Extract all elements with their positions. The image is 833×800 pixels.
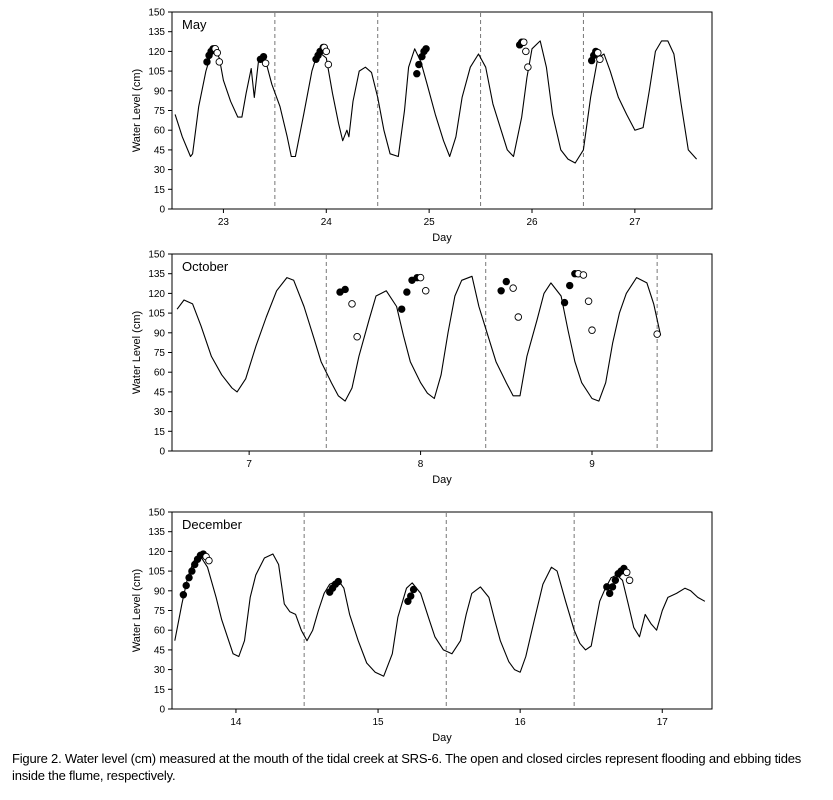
x-tick-label: 7 — [246, 459, 252, 470]
flooding-tide-marker — [349, 301, 356, 308]
y-tick-label: 105 — [148, 566, 165, 578]
y-tick-label: 75 — [153, 106, 165, 117]
y-tick-label: 30 — [153, 407, 165, 419]
flooding-tide-marker — [323, 48, 330, 55]
y-tick-label: 0 — [159, 446, 165, 458]
y-tick-label: 90 — [153, 328, 165, 340]
y-tick-label: 60 — [153, 625, 165, 637]
flooding-tide-marker — [206, 557, 213, 564]
ebbing-tide-marker — [260, 53, 267, 60]
y-tick-label: 120 — [148, 46, 165, 58]
water-level-line — [177, 276, 660, 401]
flooding-tide-marker — [515, 314, 522, 321]
chart-panel-1 — [131, 250, 712, 487]
flooding-tide-marker — [523, 48, 530, 55]
x-tick-label: 8 — [417, 459, 424, 470]
flooding-tide-marker — [216, 59, 223, 66]
flooding-tide-marker — [417, 274, 424, 281]
flooding-tide-marker — [654, 331, 661, 338]
plot-frame — [172, 254, 712, 451]
ebbing-tide-marker — [423, 45, 430, 52]
y-tick-label: 105 — [148, 308, 165, 320]
x-tick-label: 9 — [589, 459, 595, 470]
flooding-tide-marker — [325, 61, 332, 68]
panel-title: May — [182, 17, 207, 32]
x-tick-label: 23 — [217, 217, 229, 228]
y-tick-label: 135 — [148, 269, 165, 281]
ebbing-tide-marker — [404, 289, 411, 296]
flooding-tide-marker — [525, 64, 532, 71]
x-axis-title: Day — [432, 474, 452, 486]
y-tick-label: 45 — [153, 645, 165, 657]
y-tick-label: 0 — [159, 204, 165, 216]
y-axis-title: Water Level (cm) — [131, 68, 143, 153]
ebbing-tide-marker — [407, 593, 414, 600]
y-tick-label: 150 — [148, 507, 165, 519]
y-tick-label: 15 — [153, 184, 165, 196]
x-tick-label: 27 — [629, 217, 641, 228]
y-tick-label: 60 — [153, 367, 165, 379]
flooding-tide-marker — [422, 287, 429, 294]
ebbing-tide-marker — [503, 278, 510, 285]
y-tick-label: 30 — [153, 165, 165, 177]
y-tick-label: 120 — [148, 546, 165, 558]
flooding-tide-marker — [520, 39, 527, 46]
ebbing-tide-marker — [342, 286, 349, 293]
panel-title: December — [182, 517, 242, 532]
plot-frame — [172, 12, 712, 209]
x-axis-title: Day — [432, 232, 452, 244]
y-tick-label: 75 — [153, 348, 165, 359]
flooding-tide-marker — [597, 56, 604, 63]
y-tick-label: 45 — [153, 387, 165, 399]
chart-panel-0 — [131, 8, 712, 245]
x-tick-label: 17 — [656, 717, 668, 728]
y-tick-label: 120 — [148, 288, 165, 300]
ebbing-tide-marker — [498, 287, 505, 294]
y-tick-label: 0 — [159, 704, 165, 716]
flooding-tide-marker — [262, 60, 269, 67]
y-axis-title: Water Level (cm) — [131, 568, 143, 653]
ebbing-tide-marker — [186, 574, 193, 581]
ebbing-tide-marker — [204, 59, 211, 66]
x-tick-label: 26 — [526, 217, 538, 228]
figure-caption: Figure 2. Water level (cm) measured at the mouth of the tidal creek at SRS-6. The open and closed circles represent flooding and ebbing tides inside the flume, respectively. — [12, 751, 802, 783]
ebbing-tide-marker — [189, 568, 196, 575]
flooding-tide-marker — [595, 49, 602, 56]
y-tick-label: 135 — [148, 27, 165, 39]
y-tick-label: 90 — [153, 586, 165, 598]
water-level-line — [175, 41, 697, 163]
ebbing-tide-marker — [180, 591, 187, 598]
x-tick-label: 14 — [230, 717, 242, 728]
y-tick-label: 75 — [153, 606, 165, 617]
flooding-tide-marker — [585, 298, 592, 305]
y-tick-label: 90 — [153, 86, 165, 98]
panel-title: October — [182, 259, 229, 274]
y-tick-label: 30 — [153, 665, 165, 677]
flooding-tide-marker — [214, 49, 221, 56]
y-tick-label: 105 — [148, 66, 165, 78]
ebbing-tide-marker — [606, 590, 613, 597]
ebbing-tide-marker — [561, 299, 568, 306]
flooding-tide-marker — [510, 285, 517, 292]
x-tick-label: 15 — [372, 717, 384, 728]
y-tick-label: 60 — [153, 125, 165, 137]
flooding-tide-marker — [589, 327, 596, 334]
ebbing-tide-marker — [416, 61, 423, 68]
ebbing-tide-marker — [414, 70, 421, 77]
ebbing-tide-marker — [410, 586, 417, 593]
y-tick-label: 15 — [153, 426, 165, 438]
ebbing-tide-marker — [612, 577, 619, 584]
y-tick-label: 135 — [148, 527, 165, 539]
y-tick-label: 15 — [153, 684, 165, 696]
ebbing-tide-marker — [566, 282, 573, 289]
ebbing-tide-marker — [183, 582, 190, 589]
flooding-tide-marker — [623, 569, 630, 576]
x-tick-label: 16 — [514, 717, 526, 728]
y-tick-label: 45 — [153, 145, 165, 157]
ebbing-tide-marker — [398, 306, 405, 313]
y-tick-label: 150 — [148, 7, 165, 19]
flooding-tide-marker — [626, 577, 633, 584]
x-tick-label: 25 — [423, 217, 435, 228]
ebbing-tide-marker — [335, 578, 342, 585]
chart-panel-2 — [131, 508, 712, 745]
y-tick-label: 150 — [148, 249, 165, 261]
flooding-tide-marker — [580, 272, 587, 279]
x-axis-title: Day — [432, 732, 452, 744]
y-axis-title: Water Level (cm) — [131, 310, 143, 395]
plot-frame — [172, 512, 712, 709]
ebbing-tide-marker — [609, 584, 616, 591]
x-tick-label: 24 — [320, 217, 332, 228]
flooding-tide-marker — [354, 333, 361, 340]
